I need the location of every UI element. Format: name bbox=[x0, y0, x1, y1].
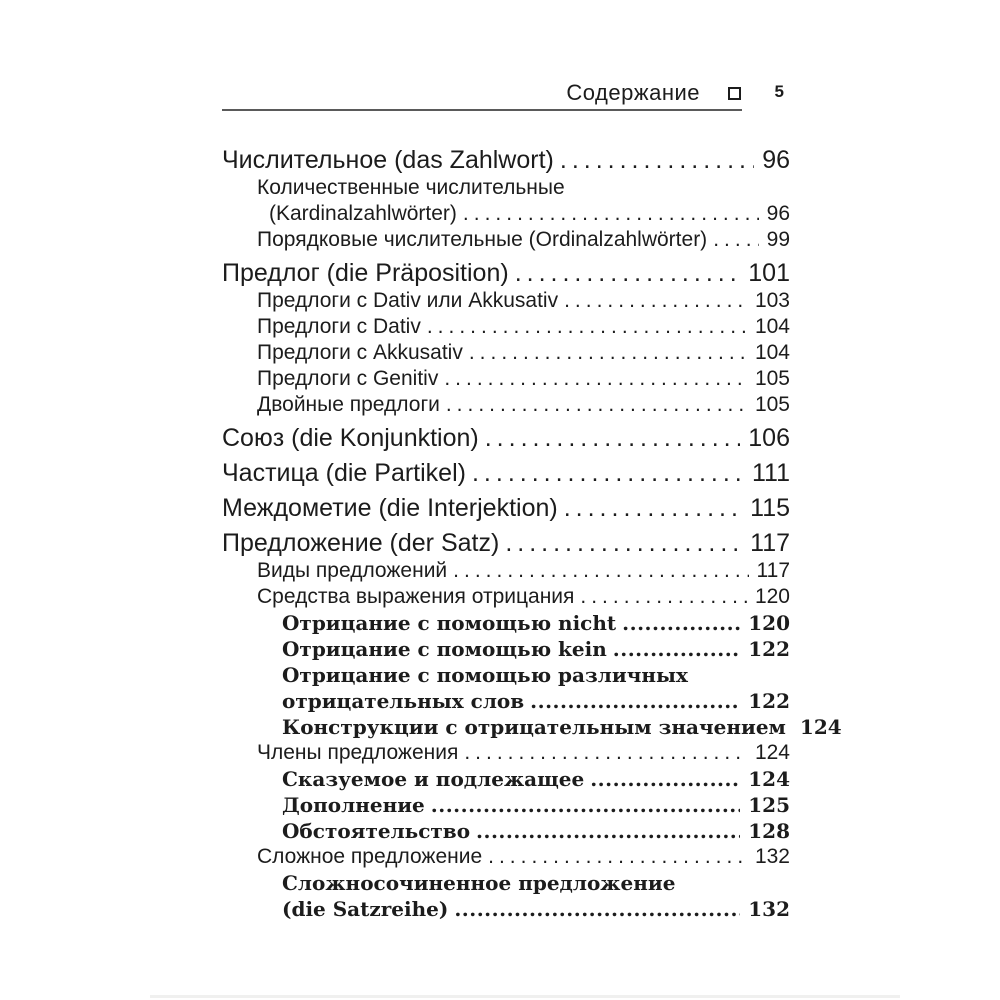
toc-entry-label: Двойные предлоги bbox=[257, 393, 440, 416]
toc-entry-label: Сложносочиненное предложение bbox=[282, 871, 676, 895]
toc-entry-label: Предложение (der Satz) bbox=[222, 529, 500, 557]
toc-dot-leader bbox=[590, 766, 740, 792]
toc-entry-label: отрицательных слов bbox=[282, 689, 525, 713]
toc-dot-leader bbox=[622, 610, 740, 636]
section-square-icon bbox=[728, 87, 741, 100]
toc-dot-leader bbox=[515, 258, 741, 288]
toc-entry-label: Виды предложений bbox=[257, 559, 448, 582]
toc-dot-leader bbox=[560, 145, 754, 175]
toc-entry-line bbox=[222, 528, 790, 558]
toc-entry-label: Предлоги с Dativ или Akkusativ bbox=[257, 289, 559, 312]
running-head-page-number: 5 bbox=[774, 82, 784, 101]
toc-entry-label: (Kardinalzahlwörter) bbox=[269, 202, 457, 225]
toc-dot-leader bbox=[469, 340, 747, 366]
toc-entry-line bbox=[222, 610, 790, 636]
toc-entry-label: Частица (die Partikel) bbox=[222, 459, 466, 487]
toc-entry-line bbox=[222, 636, 790, 662]
toc-page-number: 96 bbox=[766, 202, 790, 225]
toc-entry-label: Средства выражения отрицания bbox=[257, 585, 575, 608]
toc-entry-line bbox=[222, 740, 790, 766]
toc-page-number: 105 bbox=[754, 393, 790, 416]
toc-dot-leader bbox=[453, 558, 748, 584]
toc-dot-leader bbox=[463, 201, 759, 227]
toc-page-number: 124 bbox=[799, 715, 842, 739]
toc-dot-leader bbox=[431, 792, 740, 818]
toc-entry-line bbox=[222, 493, 790, 523]
toc-entry-line bbox=[222, 201, 790, 227]
toc-page-number: 96 bbox=[762, 146, 790, 174]
toc-page-number: 101 bbox=[748, 259, 790, 287]
toc-entry-label: Предлоги с Genitiv bbox=[257, 367, 439, 390]
toc-entry-label: (die Satzreihe) bbox=[282, 897, 449, 921]
toc-entry-line bbox=[222, 392, 790, 418]
toc-entry-label: Предлоги с Dativ bbox=[257, 315, 421, 338]
toc-page-number: 124 bbox=[754, 741, 790, 764]
toc-page-number: 117 bbox=[756, 559, 790, 582]
toc-entry-label: Отрицание с помощью различных bbox=[282, 663, 688, 687]
toc-entry-label: Предлоги с Akkusativ bbox=[257, 341, 463, 364]
toc-entry-line bbox=[222, 423, 790, 453]
toc-page-number: 120 bbox=[754, 585, 790, 608]
toc-list bbox=[222, 145, 842, 922]
toc-entry-line bbox=[222, 870, 790, 896]
toc-entry-line bbox=[222, 258, 790, 288]
toc-dot-leader bbox=[713, 227, 758, 253]
toc-entry-line bbox=[222, 288, 790, 314]
toc-page-number: 120 bbox=[748, 611, 790, 635]
toc-entry-label: Сложное предложение bbox=[257, 845, 483, 868]
toc-page-number: 105 bbox=[754, 367, 790, 390]
toc-dot-leader bbox=[485, 423, 741, 453]
toc-entry-label: Междометие (die Interjektion) bbox=[222, 494, 558, 522]
toc-entry-label: Порядковые числительные (Ordinalzahlwörter) bbox=[257, 228, 708, 251]
toc-dot-leader bbox=[564, 493, 742, 523]
toc-page-number: 132 bbox=[748, 897, 790, 921]
toc-entry-line bbox=[222, 714, 842, 740]
toc-entry-line bbox=[222, 145, 790, 175]
toc-entry-line bbox=[222, 175, 790, 201]
toc-entry-label: Количественные числительные bbox=[257, 176, 565, 199]
toc-entry-label: Отрицание с помощью nicht bbox=[282, 611, 617, 635]
toc-dot-leader bbox=[476, 818, 740, 844]
toc-dot-leader bbox=[446, 392, 747, 418]
toc-entry-label: Конструкции с отрицательным значением bbox=[282, 715, 786, 739]
toc-entry-line bbox=[222, 896, 790, 922]
toc-entry-label: Союз (die Konjunktion) bbox=[222, 424, 479, 452]
toc-entry-line bbox=[222, 688, 790, 714]
toc-entry-label: Члены предложения bbox=[257, 741, 459, 764]
toc-page-number: 104 bbox=[754, 341, 790, 364]
toc-dot-leader bbox=[564, 288, 747, 314]
toc-entry-label: Отрицание с помощью kein bbox=[282, 637, 607, 661]
toc-entry-line bbox=[222, 792, 790, 818]
toc-entry-line bbox=[222, 314, 790, 340]
toc-entry-line bbox=[222, 818, 790, 844]
toc-entry-line bbox=[222, 584, 790, 610]
toc-page-number: 104 bbox=[754, 315, 790, 338]
toc-entry-label: Дополнение bbox=[282, 793, 425, 817]
toc-page-number: 132 bbox=[754, 845, 790, 868]
toc-page-number: 124 bbox=[748, 767, 790, 791]
toc-page-number: 117 bbox=[750, 529, 790, 557]
toc-entry-line bbox=[222, 366, 790, 392]
toc-dot-leader bbox=[427, 314, 747, 340]
toc-page-number: 125 bbox=[748, 793, 790, 817]
toc-page-number: 99 bbox=[766, 228, 790, 251]
toc-dot-leader bbox=[580, 584, 747, 610]
running-head bbox=[222, 80, 790, 116]
toc-dot-leader bbox=[444, 366, 747, 392]
toc-entry-line bbox=[222, 340, 790, 366]
toc-dot-leader bbox=[464, 740, 747, 766]
toc-entry-label: Числительное (das Zahlwort) bbox=[222, 146, 554, 174]
toc-entry-label: Обстоятельство bbox=[282, 819, 471, 843]
toc-dot-leader bbox=[505, 528, 742, 558]
toc-page-number: 122 bbox=[748, 637, 790, 661]
header-rule bbox=[222, 109, 742, 111]
toc-page-number: 106 bbox=[748, 424, 790, 452]
toc-entry-label: Предлог (die Präposition) bbox=[222, 259, 509, 287]
toc-dot-leader bbox=[613, 636, 740, 662]
toc-entry-line bbox=[222, 844, 790, 870]
toc-dot-leader bbox=[472, 458, 744, 488]
toc-page-number: 103 bbox=[754, 289, 790, 312]
toc-entry-line bbox=[222, 766, 790, 792]
toc-entry-line bbox=[222, 558, 790, 584]
toc-page-number: 111 bbox=[751, 459, 790, 487]
toc-entry-line bbox=[222, 227, 790, 253]
page-bottom-edge bbox=[150, 995, 900, 998]
toc-page-number: 115 bbox=[750, 494, 790, 522]
running-head-title: Содержание bbox=[566, 80, 700, 105]
toc-entry-line bbox=[222, 662, 790, 688]
toc-dot-leader bbox=[530, 688, 740, 714]
toc-dot-leader bbox=[488, 844, 747, 870]
toc-entry-label: Сказуемое и подлежащее bbox=[282, 767, 585, 791]
toc-page-number: 128 bbox=[748, 819, 790, 843]
toc-dot-leader bbox=[454, 896, 740, 922]
toc-page-number: 122 bbox=[748, 689, 790, 713]
toc-entry-line bbox=[222, 458, 790, 488]
